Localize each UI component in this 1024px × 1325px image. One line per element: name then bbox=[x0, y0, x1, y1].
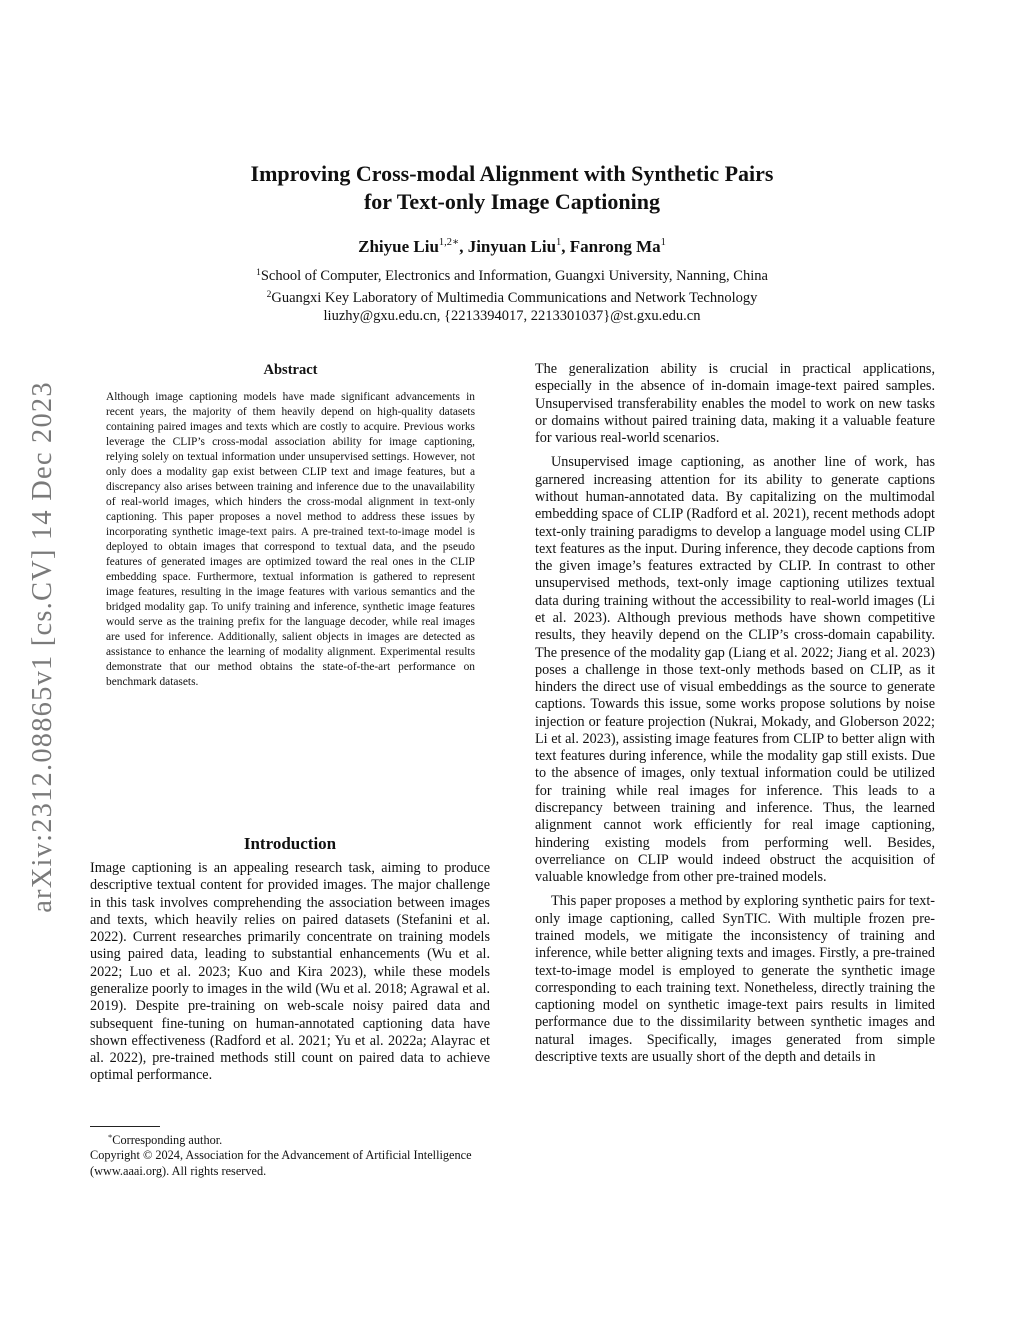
arxiv-identifier bbox=[0, 350, 86, 944]
introduction-heading: Introduction bbox=[243, 834, 337, 853]
paper-title bbox=[0, 160, 1024, 216]
affiliation-line bbox=[0, 264, 1024, 286]
corresponding-author-text: Corresponding author. bbox=[112, 1133, 223, 1147]
abstract-heading: Abstract bbox=[263, 362, 318, 378]
right-column bbox=[535, 361, 935, 1066]
author-name: Fanrong Ma bbox=[569, 237, 661, 256]
corresponding-author-note bbox=[90, 1130, 490, 1148]
affiliation-text: Guangxi Key Laboratory of Multimedia Communications and Network Technology bbox=[271, 289, 758, 306]
affiliation-mark: 2 bbox=[266, 289, 272, 300]
abstract-text: Although image captioning models have made significant advancements in recent years, the majority of them heavily depend on high-quality datasets containing paired images and texts which are costly to acquire. Previous works leverage the CLIP’s cross-modal association ability for image captioning, relying solely on textual information under unsupervised settings. However, not only does a modality gap exist between CLIP text and image features, but a discrepancy also arises between training and inference due to the unavailability of real-world images, which hinders the cross-modal alignment in text-only captioning. This paper proposes a novel method to address these issues by incorporating synthetic image-text pairs. A pre-trained text-to-image model is deployed to obtain images that correspond to textual data, and the pseudo features of generated images are optimized toward the real ones in the CLIP embedding space. Furthermore, textual information is gathered to represent image features, resulting in the image features with various semantics and the bridged modality gap. To unify training and inference, synthetic image features would serve as the training prefix for the language decoder, while real images are used for inference. Additionally, salient objects in images are detected as assistance to enhance the learning of modality alignment. Experimental results demonstrate that our method obtains the state-of-the-art performance on benchmark datasets. bbox=[106, 391, 475, 689]
footnote-mark: * bbox=[108, 1132, 113, 1142]
affiliations bbox=[0, 264, 1024, 326]
body-paragraph: This paper proposes a method by exploring synthetic pairs for text-only image captioning, called SynTIC. With multiple frozen pre-trained models, we mitigate the inconsistency of training and inference, while better aligning texts and images. Firstly, a pre-trained text-to-image model is employed to generate the synthetic image corresponding to each training text. Nonetheless, directly training the captioning model on synthetic image-text pairs results in limited performance due to the dissimilarity between synthetic images and natural images. Specifically, images generated from simple descriptive texts are usually short of the depth and details in bbox=[535, 893, 935, 1065]
author-separator: , bbox=[561, 237, 570, 256]
introduction-body bbox=[90, 860, 490, 1085]
author-name: Zhiyue Liu bbox=[358, 237, 439, 256]
body-paragraph: Unsupervised image captioning, as another line of work, has garnered increasing attention for its ability to generate captions without human-annotated data. By capitalizing on the multimodal embedding space of CLIP (Radford et al. 2021), recent methods adopt text-only training paradigms to develop a language model using CLIP text features as the input. During inference, they decode captions from the given image’s features extracted by CLIP. In contrast to other unsupervised methods, text-only image captioning utilizes textual data during training without the accessibility to real-world images (Li et al. 2023). Although previous methods have shown competitive results, they heavily depend on the CLIP’s cross-domain capability. The presence of the modality gap (Liang et al. 2022; Jiang et al. 2023) poses a challenge in those text-only methods based on CLIP, as it hinders the direct use of visual embeddings as the source to generate captions. Towards this issue, some works propose solutions by noise injection or feature projection (Nukrai, Mokady, and Globerson 2022; Li et al. 2023), assisting image features from CLIP to better align with text features during inference, while the modality gap still exists. Due to the absence of images, only textual information could be utilized for training while real images for inference. This leads to a discrepancy between training and inference. Thus, the learned alignment cannot work efficiently for real image captioning, hindering existing models from performing well. Besides, overreliance on CLIP would indeed obstruct the acquisition of valuable knowledge from other pre-trained models. bbox=[535, 454, 935, 886]
affiliation-mark: 1 bbox=[256, 268, 261, 278]
body-paragraph: The generalization ability is crucial in practical applications, especially in the absence of in-domain image-text paired samples. Unsupervised transferability enables the model to work on new tasks or domains without paired training data, making it a valuable feature for various real-world scenarios. bbox=[535, 361, 935, 447]
author-affiliation-mark: 1 bbox=[556, 237, 562, 248]
author-affiliation-mark: 1,2∗ bbox=[438, 237, 460, 248]
affiliation-text: School of Computer, Electronics and Information, Guangxi University, Nanning, China bbox=[260, 268, 768, 284]
footnote-divider bbox=[90, 1126, 160, 1127]
author-affiliation-mark: 1 bbox=[660, 237, 666, 248]
copyright-notice: Copyright © 2024, Association for the Advancement of Artificial Intelligence (www.aaai.org). All rights reserved. bbox=[90, 1148, 472, 1178]
introduction-paragraph: Image captioning is an appealing research task, aiming to produce descriptive textual content for provided images. The major challenge in this task involves comprehending the association between images and texts, which heavily relies on paired datasets (Stefanini et al. 2022). Current researches primarily concentrate on training models using paired data, leading to substantial enhancements (Wu et al. 2022; Luo et al. 2023; Kuo and Kira 2023), while these models generalize poorly to images in the wild (Wu et al. 2018; Agrawal et al. 2019). Despite pre-training on web-scale noisy paired data and subsequent fine-tuning on human-annotated captioning data have shown effectiveness (Radford et al. 2021; Yu et al. 2022a; Alayrac et al. 2022), pre-trained methods still count on paired data to achieve optimal performance. bbox=[90, 860, 490, 1084]
affiliation-line bbox=[0, 286, 1024, 308]
author-separator: , bbox=[459, 237, 468, 256]
author-list bbox=[0, 232, 1024, 258]
abstract-section bbox=[106, 362, 475, 690]
author-name: Jinyuan Liu bbox=[467, 237, 557, 256]
footnote bbox=[90, 1130, 490, 1179]
paper-title-line-2: for Text-only Image Captioning bbox=[363, 189, 660, 214]
author-emails: liuzhy@gxu.edu.cn, {2213394017, 2213301037}@st.gxu.edu.cn bbox=[323, 308, 701, 324]
arxiv-id-text: arXiv:2312.08865v1 [cs.CV] 14 Dec 2023 bbox=[27, 381, 59, 913]
paper-title-line-1: Improving Cross-modal Alignment with Synthetic Pairs bbox=[250, 161, 774, 186]
